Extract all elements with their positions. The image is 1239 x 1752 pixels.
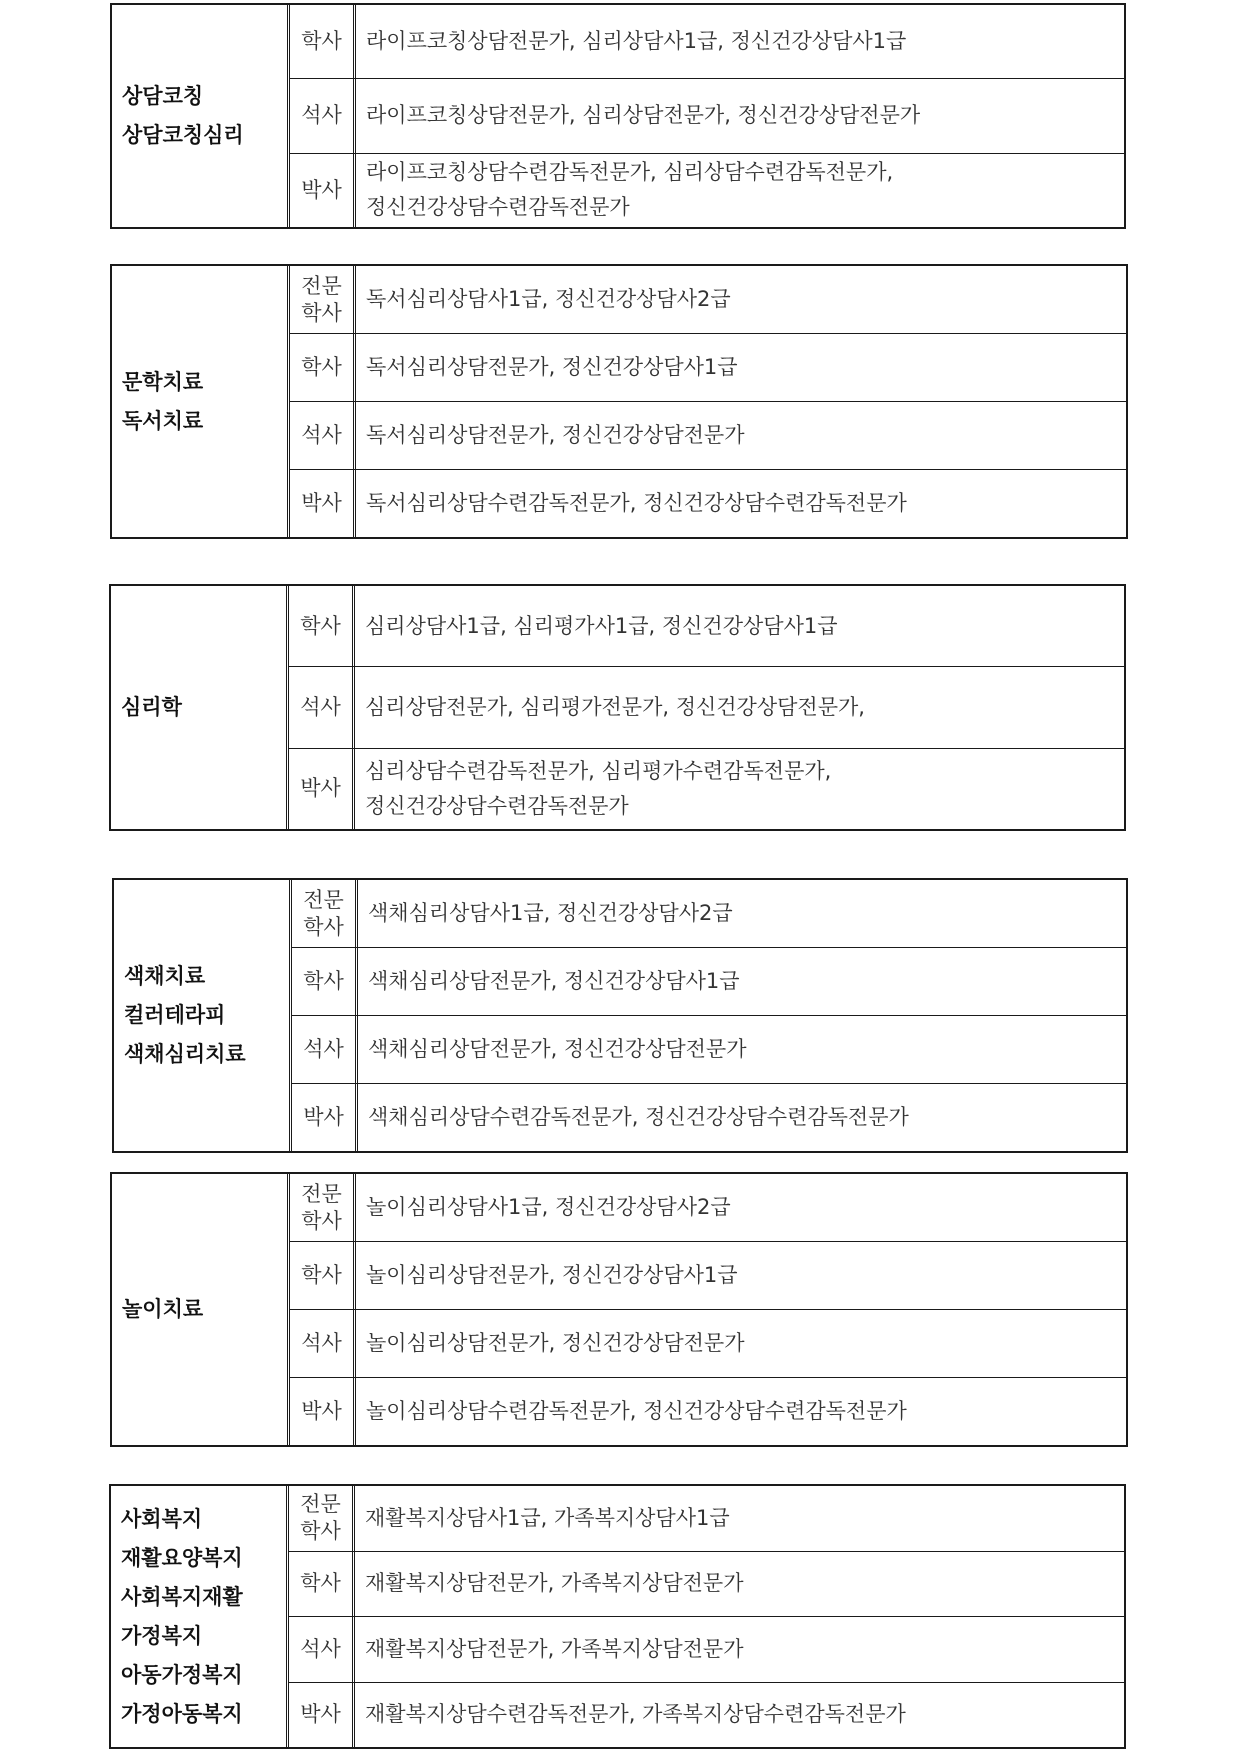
table-row	[289, 749, 1124, 829]
certs-cell: 라이프코칭상담전문가, 심리상담사1급, 정신건강상담사1급	[366, 29, 907, 54]
table-row	[292, 1084, 1126, 1151]
table-row	[289, 1617, 1124, 1683]
table-row	[290, 1242, 1126, 1310]
certs-cell: 놀이심리상담수련감독전문가, 정신건강상담수련감독전문가	[366, 1399, 907, 1423]
table-row	[289, 1486, 1124, 1552]
major-line: 상담코칭	[122, 84, 204, 108]
degree-rows	[289, 586, 1124, 829]
certs-cell: 재활복지상담사1급, 가족복지상담사1급	[365, 1505, 730, 1530]
table-row	[292, 880, 1126, 948]
degree-rows	[289, 1486, 1124, 1747]
table-row	[290, 334, 1126, 402]
major-cell	[112, 5, 290, 227]
table-row	[290, 5, 1124, 79]
degree-cell: 전문 학사	[292, 880, 358, 947]
certs-cell: 색채심리상담전문가, 정신건강상담전문가	[368, 1037, 747, 1061]
major-line: 심리학	[121, 695, 182, 719]
major-cell	[112, 1174, 290, 1445]
major-line: 사회복지	[121, 1506, 203, 1531]
table-row	[290, 1378, 1126, 1445]
certs-cell: 독서심리상담수련감독전문가, 정신건강상담수련감독전문가	[366, 491, 907, 515]
degree-rows	[290, 266, 1126, 537]
major-cell	[112, 266, 290, 537]
degree-cell: 석사	[290, 1310, 356, 1377]
major-cell	[111, 1486, 289, 1747]
certs-cell: 놀이심리상담전문가, 정신건강상담사1급	[366, 1263, 738, 1287]
certs-cell: 독서심리상담전문가, 정신건강상담전문가	[366, 423, 745, 447]
table-row	[290, 1174, 1126, 1242]
degree-cell: 전문 학사	[290, 266, 356, 333]
major-line: 문학치료	[122, 369, 204, 394]
degree-cell: 박사	[292, 1084, 358, 1151]
degree-cell: 전문 학사	[290, 1174, 356, 1241]
major-line: 독서치료	[122, 408, 204, 433]
cert-table-play-therapy	[110, 1172, 1128, 1447]
table-row	[289, 1683, 1124, 1748]
major-line: 재활요양복지	[121, 1545, 243, 1570]
table-row	[290, 79, 1124, 153]
major-line: 컬러테라피	[124, 1003, 226, 1027]
certs-cell: 독서심리상담사1급, 정신건강상담사2급	[366, 287, 731, 311]
certs-cell: 재활복지상담전문가, 가족복지상담전문가	[365, 1636, 744, 1661]
certs-cell: 심리상담전문가, 심리평가전문가, 정신건강상담전문가,	[365, 694, 865, 719]
cert-table-literature-therapy	[110, 264, 1128, 539]
table-row	[290, 154, 1124, 227]
certs-cell: 놀이심리상담사1급, 정신건강상담사2급	[366, 1195, 731, 1219]
table-row	[290, 266, 1126, 334]
certs-cell: 심리상담수련감독전문가, 심리평가수련감독전문가, 정신건강상담수련감독전문가	[365, 758, 832, 818]
degree-cell: 학사	[289, 586, 355, 666]
major-line: 상담코칭심리	[122, 123, 244, 147]
major-line: 가정아동복지	[121, 1701, 243, 1726]
certs-cell: 놀이심리상담전문가, 정신건강상담전문가	[366, 1331, 745, 1355]
major-line: 아동가정복지	[121, 1662, 243, 1687]
certs-cell: 색채심리상담수련감독전문가, 정신건강상담수련감독전문가	[368, 1105, 909, 1129]
degree-cell: 석사	[290, 79, 356, 152]
major-line: 사회복지재활	[121, 1584, 243, 1609]
degree-cell: 학사	[290, 5, 356, 78]
degree-cell: 석사	[289, 1617, 355, 1682]
major-line: 색채치료	[124, 964, 206, 988]
table-row	[292, 948, 1126, 1016]
degree-cell: 석사	[292, 1016, 358, 1083]
degree-cell: 학사	[290, 1242, 356, 1309]
certs-cell: 라이프코칭상담수련감독전문가, 심리상담수련감독전문가, 정신건강상담수련감독전문가	[366, 160, 894, 220]
table-row	[292, 1016, 1126, 1084]
degree-cell: 박사	[289, 1683, 355, 1748]
degree-rows	[290, 1174, 1126, 1445]
certs-cell: 라이프코칭상담전문가, 심리상담전문가, 정신건강상담전문가	[366, 103, 921, 128]
degree-cell: 석사	[289, 667, 355, 747]
major-cell	[114, 880, 292, 1151]
certs-cell: 재활복지상담수련감독전문가, 가족복지상담수련감독전문가	[365, 1702, 906, 1727]
degree-cell: 박사	[290, 1378, 356, 1445]
degree-rows	[290, 5, 1124, 227]
degree-cell: 박사	[290, 470, 356, 537]
certs-cell: 색채심리상담전문가, 정신건강상담사1급	[368, 969, 740, 993]
major-line: 놀이치료	[122, 1297, 204, 1321]
table-row	[290, 1310, 1126, 1378]
degree-cell: 박사	[290, 154, 356, 227]
degree-cell: 학사	[290, 334, 356, 401]
major-line: 색채심리치료	[124, 1042, 246, 1066]
table-row	[290, 402, 1126, 470]
certs-cell: 독서심리상담전문가, 정신건강상담사1급	[366, 355, 738, 379]
degree-cell: 학사	[292, 948, 358, 1015]
degree-rows	[292, 880, 1126, 1151]
cert-table-social-welfare	[109, 1484, 1126, 1749]
certs-cell: 색채심리상담사1급, 정신건강상담사2급	[368, 901, 733, 925]
table-row	[289, 1552, 1124, 1618]
cert-table-psychology	[109, 584, 1126, 831]
degree-cell: 박사	[289, 749, 355, 829]
major-line: 가정복지	[121, 1623, 203, 1648]
certs-cell: 심리상담사1급, 심리평가사1급, 정신건강상담사1급	[365, 613, 838, 638]
major-cell	[111, 586, 289, 829]
degree-cell: 전문 학사	[289, 1486, 355, 1551]
table-row	[289, 586, 1124, 667]
table-row	[289, 667, 1124, 748]
cert-table-counseling-coaching	[110, 3, 1126, 229]
cert-table-color-therapy	[112, 878, 1128, 1153]
table-row	[290, 470, 1126, 537]
degree-cell: 석사	[290, 402, 356, 469]
certs-cell: 재활복지상담전문가, 가족복지상담전문가	[365, 1571, 744, 1596]
degree-cell: 학사	[289, 1552, 355, 1617]
